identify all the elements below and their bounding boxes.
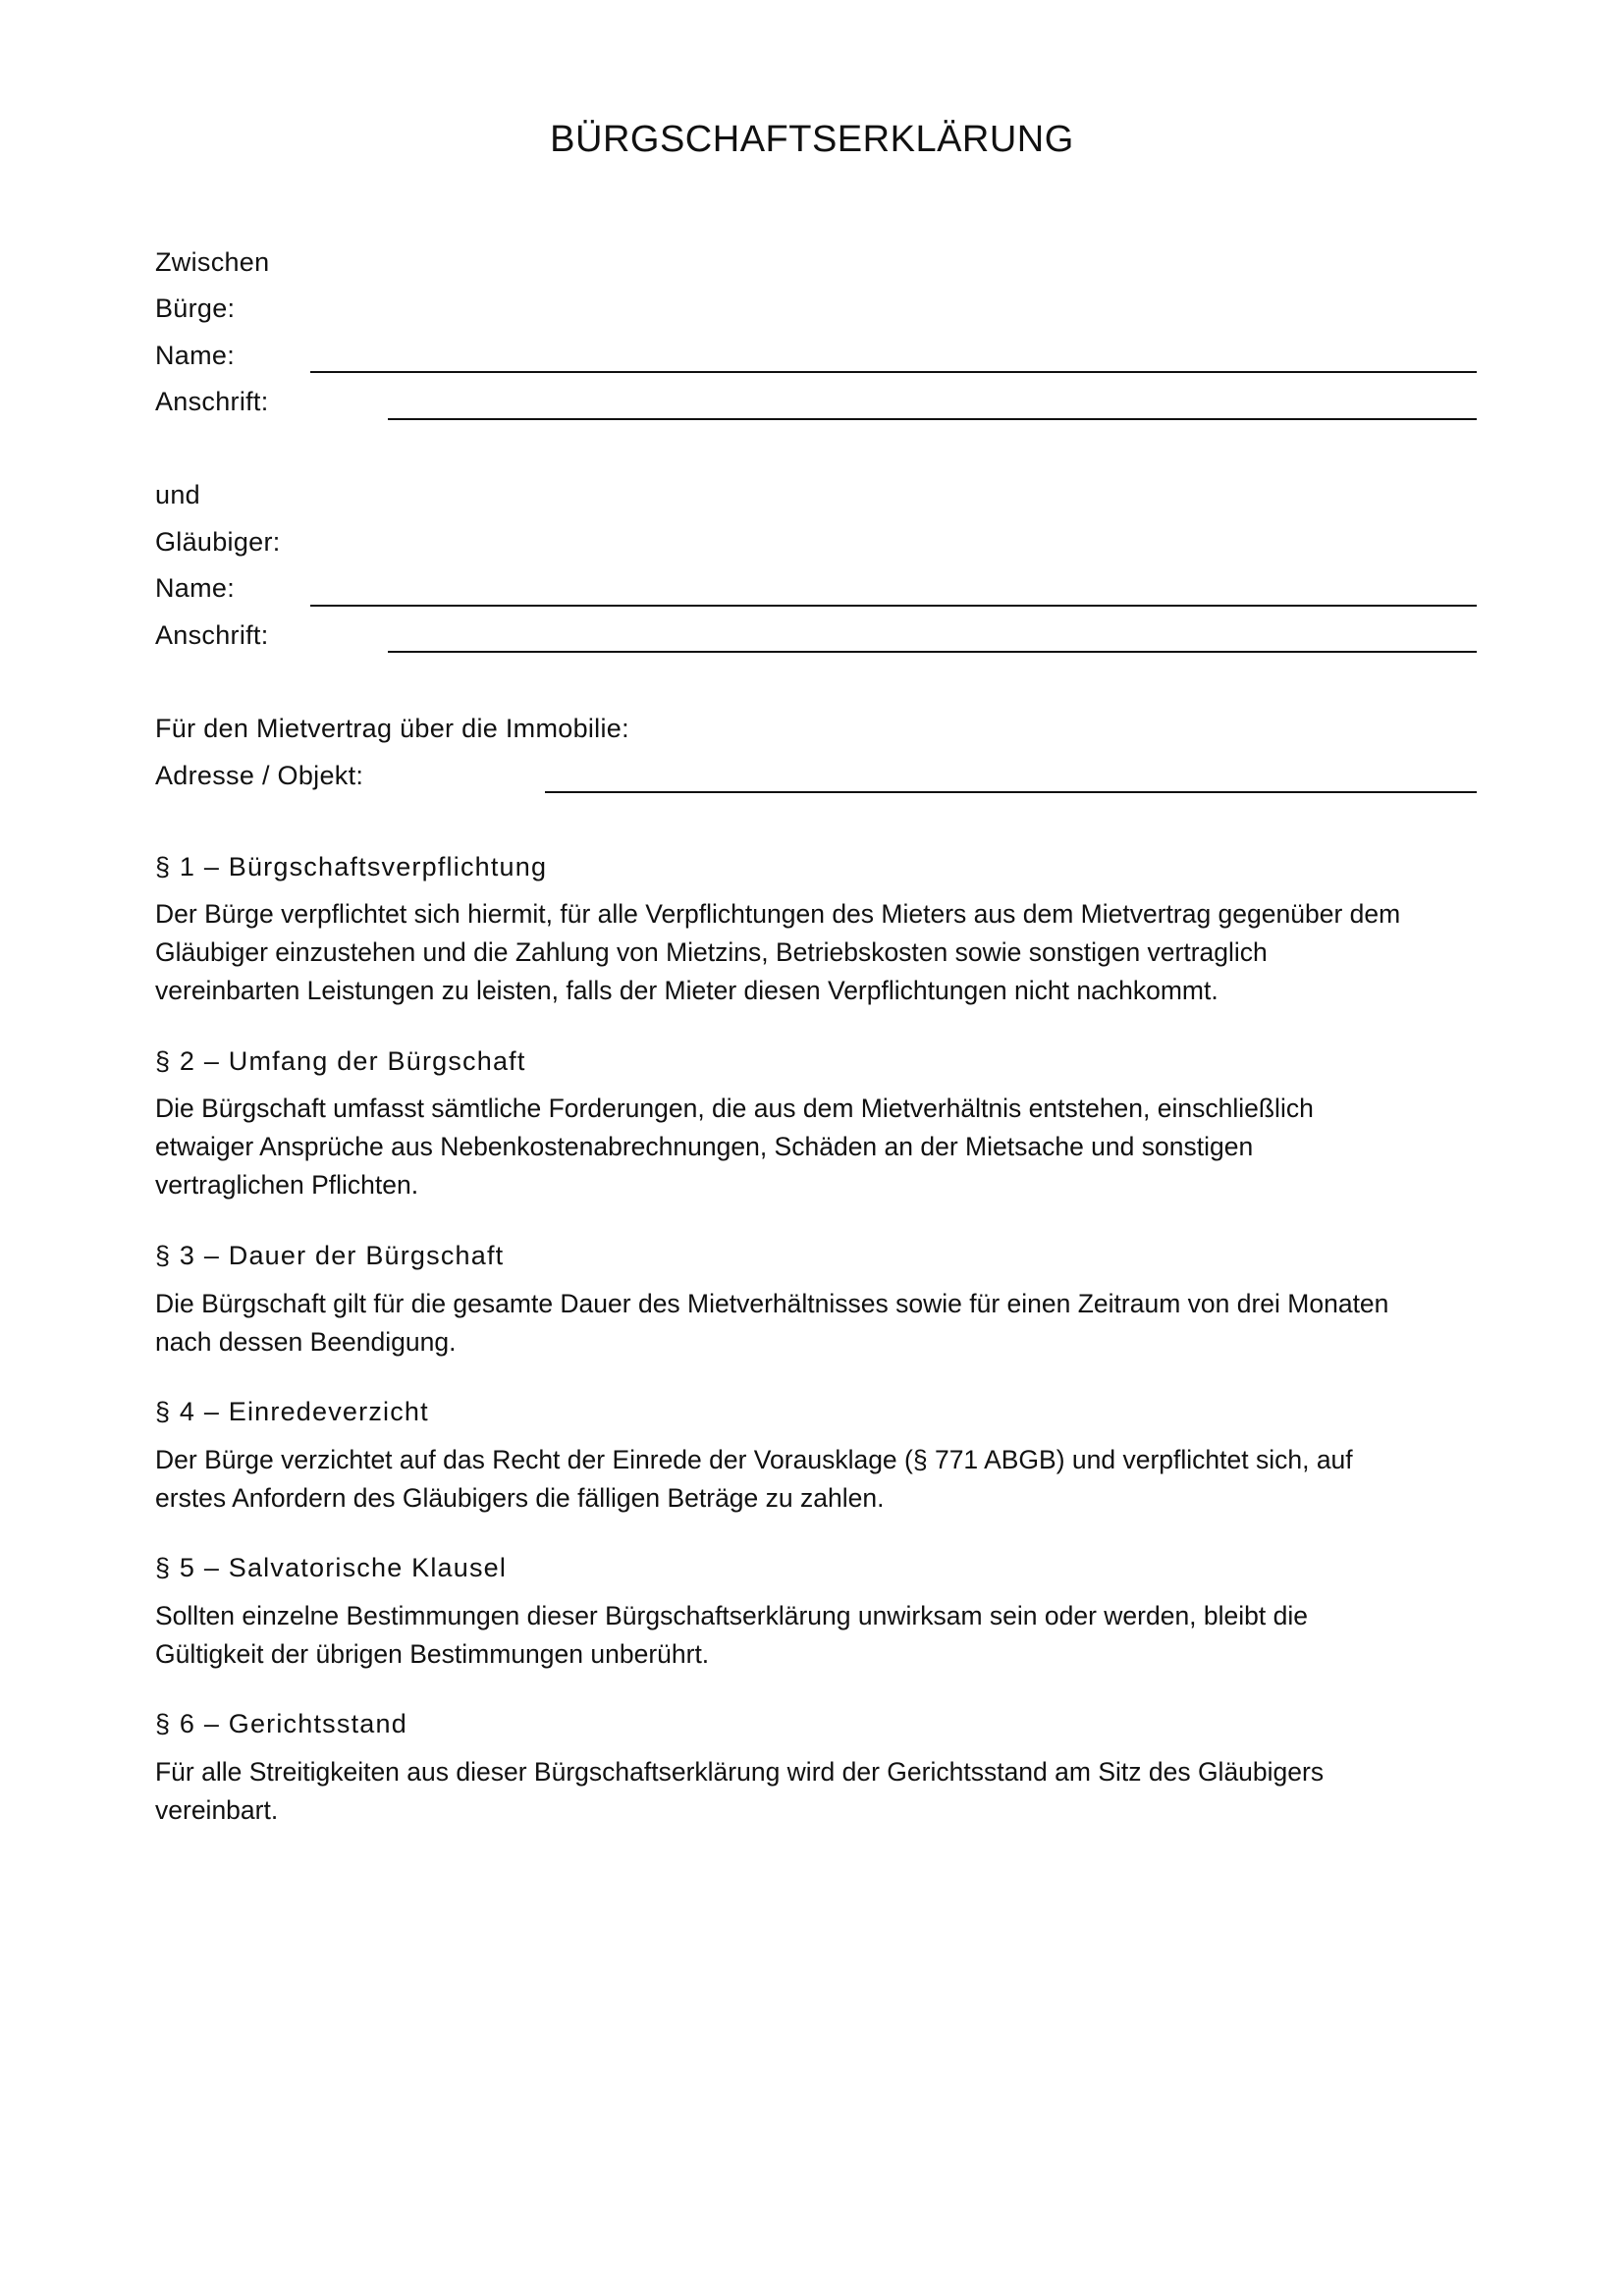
section-1-body — [155, 895, 1490, 1010]
section-4-body — [155, 1441, 1490, 1518]
guarantor-heading: Bürge: — [155, 294, 236, 323]
section-3-line: nach dessen Beendigung. — [155, 1327, 457, 1357]
section-4-line: erstes Anfordern des Gläubigers die fälligen Beträge zu zahlen. — [155, 1483, 885, 1513]
guarantor-name-line[interactable] — [310, 371, 1477, 373]
creditor-heading: Gläubiger: — [155, 527, 281, 557]
section-5-line: Sollten einzelne Bestimmungen dieser Bürgschaftserklärung unwirksam sein oder werden, bleibt die — [155, 1601, 1308, 1630]
and-label: und — [155, 480, 200, 509]
creditor-name-label: Name: — [155, 573, 236, 603]
section-2-line: vertraglichen Pflichten. — [155, 1170, 419, 1200]
property-intro: Für den Mietvertrag über die Immobilie: — [155, 714, 629, 743]
guarantor-address-label: Anschrift: — [155, 387, 269, 416]
section-6-body — [155, 1753, 1490, 1830]
document-title: BÜRGSCHAFTSERKLÄRUNG — [550, 119, 1074, 160]
section-1-heading: § 1 – Bürgschaftsverpflichtung — [155, 852, 548, 881]
section-6-line: Für alle Streitigkeiten aus dieser Bürgschaftserklärung wird der Gerichtsstand am Sitz des Gläubigers — [155, 1757, 1325, 1787]
section-2-body — [155, 1090, 1490, 1204]
section-3-line: Die Bürgschaft gilt für die gesamte Dauer des Mietverhältnisses sowie für einen Zeitraum von drei Monaten — [155, 1289, 1389, 1318]
section-4-line: Der Bürge verzichtet auf das Recht der Einrede der Vorausklage (§ 771 ABGB) und verpflichtet sich, auf — [155, 1445, 1353, 1474]
property-address-line[interactable] — [545, 791, 1477, 793]
creditor-address-line[interactable] — [388, 651, 1477, 653]
section-4-heading: § 4 – Einredeverzicht — [155, 1397, 429, 1426]
between-label: Zwischen — [155, 247, 270, 277]
section-6-line: vereinbart. — [155, 1795, 279, 1825]
section-3-heading: § 3 – Dauer der Bürgschaft — [155, 1241, 505, 1270]
section-1-line: vereinbarten Leistungen zu leisten, falls der Mieter diesen Verpflichtungen nicht nachkommt. — [155, 976, 1218, 1005]
section-2-heading: § 2 – Umfang der Bürgschaft — [155, 1046, 526, 1076]
guarantor-name-label: Name: — [155, 341, 236, 370]
section-6-heading: § 6 – Gerichtsstand — [155, 1709, 407, 1738]
section-1-line: Gläubiger einzustehen und die Zahlung von Mietzins, Betriebskosten sowie sonstigen vertraglich — [155, 937, 1268, 967]
section-5-body — [155, 1597, 1490, 1674]
property-address-label: Adresse / Objekt: — [155, 761, 364, 790]
section-1-line: Der Bürge verpflichtet sich hiermit, für alle Verpflichtungen des Mieters aus dem Mietvertrag gegenüber dem — [155, 899, 1401, 929]
section-5-heading: § 5 – Salvatorische Klausel — [155, 1553, 508, 1582]
creditor-name-line[interactable] — [310, 605, 1477, 607]
creditor-address-label: Anschrift: — [155, 620, 269, 650]
section-2-line: Die Bürgschaft umfasst sämtliche Forderungen, die aus dem Mietverhältnis entstehen, einschließlich — [155, 1094, 1314, 1123]
section-2-line: etwaiger Ansprüche aus Nebenkostenabrechnungen, Schäden an der Mietsache und sonstigen — [155, 1132, 1254, 1161]
section-3-body — [155, 1285, 1490, 1362]
guarantor-address-line[interactable] — [388, 418, 1477, 420]
section-5-line: Gültigkeit der übrigen Bestimmungen unberührt. — [155, 1639, 710, 1669]
